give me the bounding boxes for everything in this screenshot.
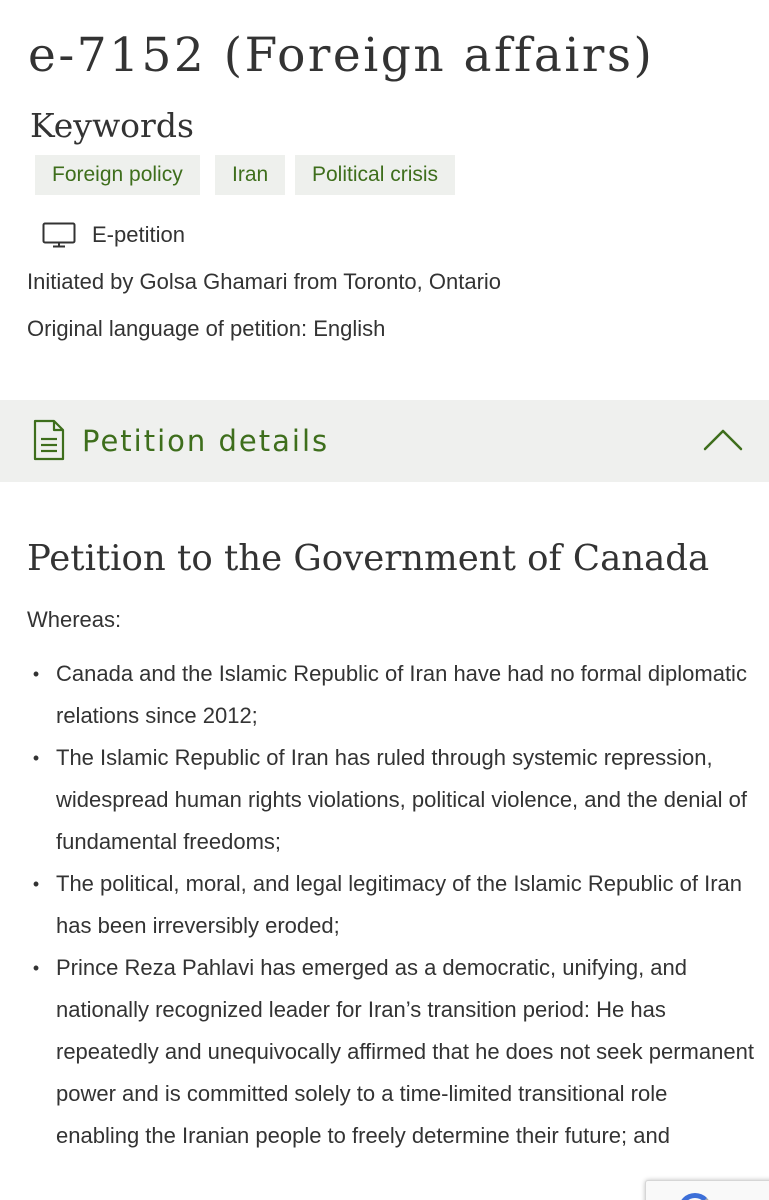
badge-logo-icon	[678, 1193, 712, 1200]
whereas-clause	[32, 737, 756, 863]
whereas-clause	[32, 653, 756, 737]
petition-details-title: Petition details	[82, 424, 330, 458]
chevron-up-icon[interactable]	[702, 426, 744, 457]
keywords-heading: Keywords	[30, 106, 194, 145]
monitor-icon	[42, 222, 76, 248]
keyword-tag-foreign-policy[interactable]: Foreign policy	[35, 155, 200, 195]
bullet-marker: •	[32, 664, 40, 684]
clause-text: The political, moral, and legal legitimacy of the Islamic Republic of Iran has been irreversibly eroded;	[56, 871, 742, 938]
petition-type-label: E-petition	[92, 222, 185, 247]
page-title: e-7152 (Foreign affairs)	[28, 28, 655, 83]
bullet-marker: •	[32, 958, 40, 978]
bullet-marker: •	[32, 874, 40, 894]
petition-type	[42, 218, 185, 252]
whereas-clause	[32, 947, 756, 1157]
clause-text: Canada and the Islamic Republic of Iran have had no formal diplomatic relations since 2012;	[56, 661, 747, 728]
petition-details-toggle[interactable]	[0, 400, 769, 482]
original-language-text: Original language of petition: English	[27, 316, 386, 341]
clause-text: The Islamic Republic of Iran has ruled through systemic repression, widespread human rights violations, political violence, and the denial of fundamental freedoms;	[56, 745, 747, 854]
whereas-clause	[32, 863, 756, 947]
keyword-tag-iran[interactable]: Iran	[215, 155, 285, 195]
document-icon	[33, 419, 65, 466]
whereas-clauses	[32, 653, 756, 1157]
keyword-tag-political-crisis[interactable]: Political crisis	[295, 155, 455, 195]
bullet-marker: •	[32, 748, 40, 768]
clause-text: Prince Reza Pahlavi has emerged as a democratic, unifying, and nationally recognized leader for Iran’s transition period: He has repeatedly and unequivocally affirmed that he does not seek permanent power and is committed solely to a time-limited transitional role enabling the Iranian people to freely determine their future; and	[56, 955, 754, 1148]
initiated-by-text: Initiated by Golsa Ghamari from Toronto, Ontario	[27, 269, 502, 294]
floating-badge[interactable]	[645, 1180, 769, 1200]
petition-heading: Petition to the Government of Canada	[27, 538, 710, 579]
whereas-intro: Whereas:	[27, 607, 122, 632]
